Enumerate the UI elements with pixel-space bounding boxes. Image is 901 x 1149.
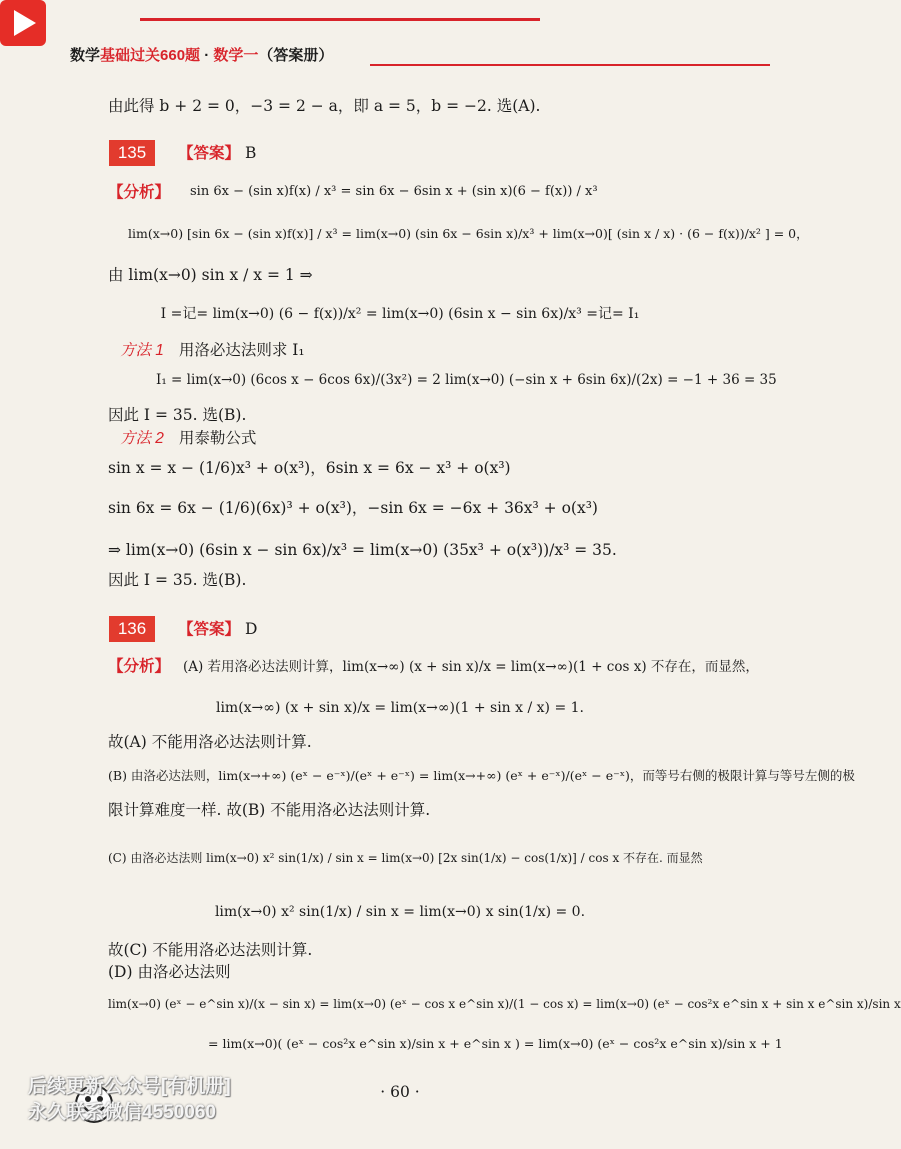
answer-line [178, 143, 256, 163]
equation-line: (C) 由洛必达法则 lim(x→0) x² sin(1/x) / sin x = lim(x→0) [2x sin(1/x) − cos(1/x)] / cos x 不存在. 而显然 [108, 851, 703, 865]
answer-value: D [244, 620, 258, 638]
answer-line [178, 619, 257, 639]
question-number-badge: 135 [109, 140, 155, 166]
method-tag: 方法 1 [120, 342, 164, 359]
text-line: 由 lim(x→0) sin x / x = 1 ⇒ [108, 266, 313, 284]
equation-line: lim(x→0) x² sin(1/x) / sin x = lim(x→0) x sin(1/x) = 0. [214, 904, 586, 920]
answer-tag: 【答案】 [178, 143, 241, 162]
watermark-line2: 永久联系微信4550060 [28, 1102, 216, 1123]
text-line: (D) 由洛必达法则 [108, 963, 231, 981]
header-rule-bottom [370, 64, 770, 66]
answer-value: B [244, 144, 257, 162]
equation-line: ⇒ lim(x→0) (6sin x − sin 6x)/x³ = lim(x→0) (35x³ + o(x³))/x³ = 35. [108, 541, 617, 559]
text-line: 限计算难度一样. 故(B) 不能用洛必达法则计算. [108, 801, 431, 819]
answer-tag: 【答案】 [178, 619, 241, 638]
method-line [120, 340, 305, 361]
header-rule-top [140, 18, 540, 21]
watermark-line1: 后续更新公众号[有机册] [28, 1076, 231, 1097]
page-number: · 60 · [380, 1083, 420, 1101]
equation-line: lim(x→0) (eˣ − e^sin x)/(x − sin x) = lim(x→0) (eˣ − cos x e^sin x)/(1 − cos x) = lim(x→0) (eˣ − cos²x e^sin x + sin x e^sin x)/sin x [108, 997, 901, 1011]
equation-line: sin 6x = 6x − (1/6)(6x)³ + o(x³)，−sin 6x = −6x + 36x³ + o(x³) [108, 499, 598, 517]
equation-line: lim(x→∞) (x + sin x)/x = lim(x→∞)(1 + sin x / x) = 1. [215, 700, 585, 716]
text-line: 因此 I = 35. 选(B). [108, 406, 247, 424]
equation-line: sin x = x − (1/6)x³ + o(x³)，6sin x = 6x − x³ + o(x³) [108, 459, 511, 477]
text-line: (B) 由洛必达法则，lim(x→+∞) (eˣ − e⁻ˣ)/(eˣ + e⁻ˣ) = lim(x→+∞) (eˣ + e⁻ˣ)/(eˣ − e⁻ˣ)，而等号右侧的极限计算与等号左侧的极 [108, 768, 855, 783]
text-line: 因此 I = 35. 选(B). [108, 571, 247, 589]
running-header: 数学基础过关660题 · 数学一（答案册） [70, 47, 334, 64]
equation-line: I =记= lim(x→0) (6 − f(x))/x² = lim(x→0) (6sin x − sin 6x)/x³ =记= I₁ [160, 306, 640, 322]
equation-line: lim(x→0) [sin 6x − (sin x)f(x)] / x³ = lim(x→0) (sin 6x − 6sin x)/x³ + lim(x→0)[ (sin x / x) · (6 − f(x))/x² ] = 0， [128, 226, 809, 241]
equation-line: = lim(x→0)( (eˣ − cos²x e^sin x)/sin x + e^sin x ) = lim(x→0) (eˣ − cos²x e^sin x)/sin x + 1 [208, 1036, 783, 1051]
analysis-line [108, 656, 759, 677]
analysis-text: (A) 若用洛必达法则计算，lim(x→∞) (x + sin x)/x = lim(x→∞)(1 + cos x) 不存在，而显然， [182, 659, 759, 675]
text-line: 由此得 b + 2 = 0，−3 = 2 − a，即 a = 5，b = −2. 选(A). [108, 97, 541, 115]
analysis-tag: 【分析】 [108, 182, 171, 201]
text-line: 故(C) 不能用洛必达法则计算. [108, 941, 313, 959]
equation-line: sin 6x − (sin x)f(x) / x³ = sin 6x − 6sin x + (sin x)(6 − f(x)) / x³ [190, 184, 598, 199]
method-text: 用泰勒公式 [178, 429, 257, 447]
method-line [120, 428, 256, 449]
text-line: 故(A) 不能用洛必达法则计算. [108, 733, 312, 751]
question-number-badge: 136 [109, 616, 155, 642]
equation-line: I₁ = lim(x→0) (6cos x − 6cos 6x)/(3x²) = 2 lim(x→0) (−sin x + 6sin 6x)/(2x) = −1 + 36 = 35 [156, 372, 777, 388]
watermark [28, 1074, 308, 1134]
method-text: 用洛必达法则求 I₁ [178, 341, 305, 359]
method-tag: 方法 2 [120, 430, 164, 447]
logo-play-icon [0, 0, 46, 46]
analysis-tag: 【分析】 [108, 656, 171, 675]
